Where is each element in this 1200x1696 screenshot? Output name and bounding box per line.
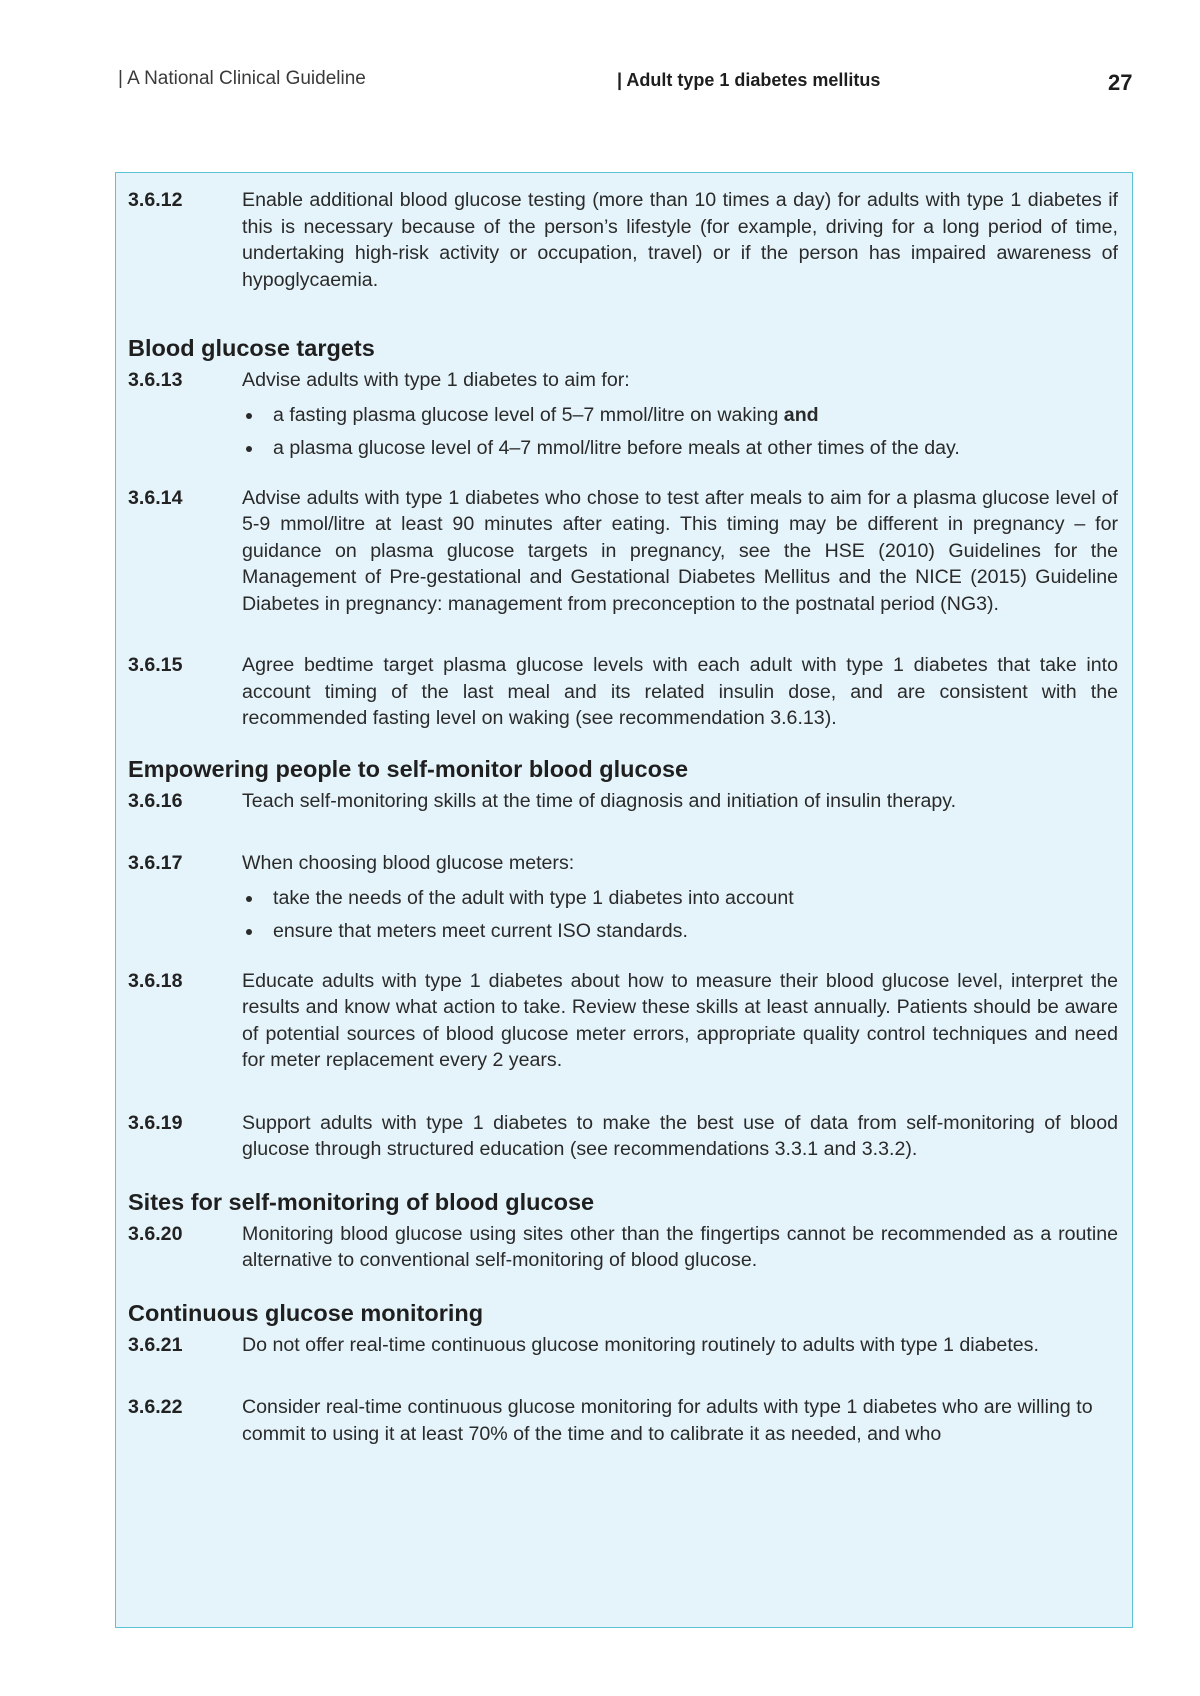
recommendation-number: 3.6.20 bbox=[128, 1222, 183, 1245]
recommendations-content bbox=[128, 173, 1118, 1447]
recommendation-text: Do not offer real-time continuous glucose monitoring routinely to adults with type 1 diabetes. bbox=[242, 1333, 1039, 1356]
section-heading-blood-glucose-targets: Blood glucose targets bbox=[128, 335, 375, 361]
recommendation-3-6-16 bbox=[128, 788, 1118, 815]
recommendation-text: Advise adults with type 1 diabetes to aim for: bbox=[242, 369, 630, 391]
recommendation-number: 3.6.17 bbox=[128, 852, 183, 874]
recommendations-box bbox=[115, 172, 1133, 1628]
recommendation-text: Consider real-time continuous glucose monitoring for adults with type 1 diabetes who are willing to commit to using it at least 70% of the time and to calibrate it as needed, and who bbox=[242, 1396, 1093, 1445]
list-item: a plasma glucose level of 4–7 mmol/litre before meals at other times of the day. bbox=[242, 435, 1118, 462]
recommendation-number: 3.6.15 bbox=[128, 654, 183, 676]
list-item bbox=[242, 402, 1118, 429]
list-item: take the needs of the adult with type 1 diabetes into account bbox=[242, 885, 1118, 912]
recommendation-number: 3.6.22 bbox=[128, 1396, 183, 1418]
recommendation-3-6-13 bbox=[128, 367, 1118, 394]
recommendation-3-6-17 bbox=[128, 850, 1118, 877]
section-heading-sites: Sites for self-monitoring of blood glucose bbox=[128, 1188, 595, 1215]
recommendation-3-6-21 bbox=[128, 1332, 1118, 1359]
recommendation-number: 3.6.21 bbox=[128, 1333, 183, 1356]
recommendation-text: Agree bedtime target plasma glucose levels with each adult with type 1 diabetes that take into account timing of the last meal and its related insulin dose, and are consistent with the recommended fasting level on waking (see recommendation 3.6.13). bbox=[242, 654, 1118, 729]
recommendation-3-6-14 bbox=[128, 485, 1118, 618]
recommendation-number: 3.6.14 bbox=[128, 486, 183, 509]
recommendation-text: When choosing blood glucose meters: bbox=[242, 852, 575, 874]
page-number: 27 bbox=[1108, 70, 1133, 95]
recommendation-text: Teach self-monitoring skills at the time of diagnosis and initiation of insulin therapy. bbox=[242, 789, 957, 812]
recommendation-number: 3.6.18 bbox=[128, 969, 183, 992]
recommendation-3-6-15 bbox=[128, 652, 1118, 732]
page-header bbox=[0, 0, 1200, 120]
recommendation-text: Monitoring blood glucose using sites other than the fingertips cannot be recommended as a routine alternative to conventional self-monitoring of blood glucose. bbox=[242, 1222, 1118, 1271]
recommendation-3-6-20 bbox=[128, 1221, 1118, 1274]
bullet-list bbox=[242, 402, 1118, 462]
recommendation-text: Advise adults with type 1 diabetes who chose to test after meals to aim for a plasma glucose level of 5-9 mmol/litre at least 90 minutes after eating. This timing may be different in pregnancy – for guidance on plasma glucose targets in pregnancy, see the HSE (2010) Guidelines for the Management of Pre-gestational and Gestational Diabetes Mellitus and the NICE (2015) Guideline Diabetes in pregnancy: management from preconception to the postnatal period (NG3). bbox=[242, 486, 1118, 615]
recommendation-number: 3.6.13 bbox=[128, 369, 183, 391]
section-heading-empowering: Empowering people to self-monitor blood glucose bbox=[128, 755, 689, 782]
recommendation-number: 3.6.12 bbox=[128, 189, 183, 211]
section-heading-cgm: Continuous glucose monitoring bbox=[128, 1299, 484, 1326]
header-document-title: | Adult type 1 diabetes mellitus bbox=[617, 70, 881, 90]
bullet-bold-text: and bbox=[783, 403, 819, 426]
recommendation-3-6-22 bbox=[128, 1394, 1118, 1447]
recommendation-text: Enable additional blood glucose testing (more than 10 times a day) for adults with type 1 diabetes if this is necessary because of the person’s lifestyle (for example, driving for a long period of time, undertaking high-risk activity or occupation, travel) or if the person has impaired awareness of hypoglycaemia. bbox=[242, 189, 1118, 291]
bullet-list bbox=[242, 885, 1118, 945]
recommendation-number: 3.6.16 bbox=[128, 789, 183, 812]
header-guideline-label: | A National Clinical Guideline bbox=[118, 68, 366, 89]
recommendation-3-6-18 bbox=[128, 968, 1118, 1074]
bullet-text: a fasting plasma glucose level of 5–7 mmol/litre on waking bbox=[273, 403, 779, 426]
recommendation-text: Support adults with type 1 diabetes to make the best use of data from self-monitoring of blood glucose through structured education (see recommendations 3.3.1 and 3.3.2). bbox=[242, 1111, 1118, 1160]
recommendation-number: 3.6.19 bbox=[128, 1111, 183, 1134]
recommendation-3-6-12 bbox=[128, 187, 1118, 293]
recommendation-3-6-19 bbox=[128, 1110, 1118, 1163]
list-item: ensure that meters meet current ISO standards. bbox=[242, 918, 1118, 945]
recommendation-text: Educate adults with type 1 diabetes about how to measure their blood glucose level, interpret the results and know what action to take. Review these skills at least annually. Patients should be aware of potential sources of blood glucose meter errors, appropriate quality control techniques and need for meter replacement every 2 years. bbox=[242, 969, 1118, 1071]
